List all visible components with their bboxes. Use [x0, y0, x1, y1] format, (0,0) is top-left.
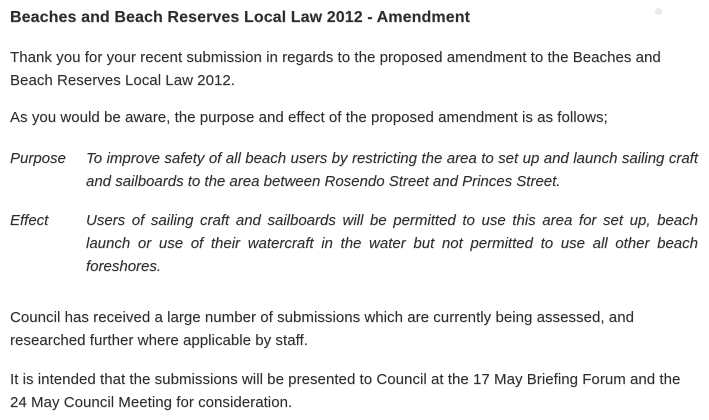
paragraph-intro: Thank you for your recent submission in regards to the proposed amendment to the Beaches and Beach Reserves Local Law 2012.: [10, 49, 661, 89]
definition-text-purpose: To improve safety of all beach users by restricting the area to set up and launch sailing craft and sailboards to the area between Rosendo Street and Princes Street.: [86, 150, 698, 190]
definition-label-purpose: Purpose: [10, 150, 66, 167]
paragraph-council: Council has received a large number of submissions which are currently being assessed, and researched further where applicable by staff.: [10, 309, 634, 349]
scan-smudge-artifact: [655, 8, 662, 15]
definition-row-effect: [10, 209, 698, 278]
paragraph-aware: As you would be aware, the purpose and effect of the proposed amendment is as follows;: [10, 109, 608, 126]
definition-text-effect: Users of sailing craft and sailboards will be permitted to use this area for set up, beach launch or use of their watercraft in the water but not permitted to use all other beach foreshores.: [86, 212, 698, 275]
paragraph-intended: It is intended that the submissions will be presented to Council at the 17 May Briefing Forum and the 24 May Council Meeting for consideration.: [10, 371, 681, 411]
definition-label-effect: Effect: [10, 212, 49, 229]
document-heading: Beaches and Beach Reserves Local Law 2012 - Amendment: [10, 9, 471, 26]
definition-row-purpose: [10, 147, 698, 193]
